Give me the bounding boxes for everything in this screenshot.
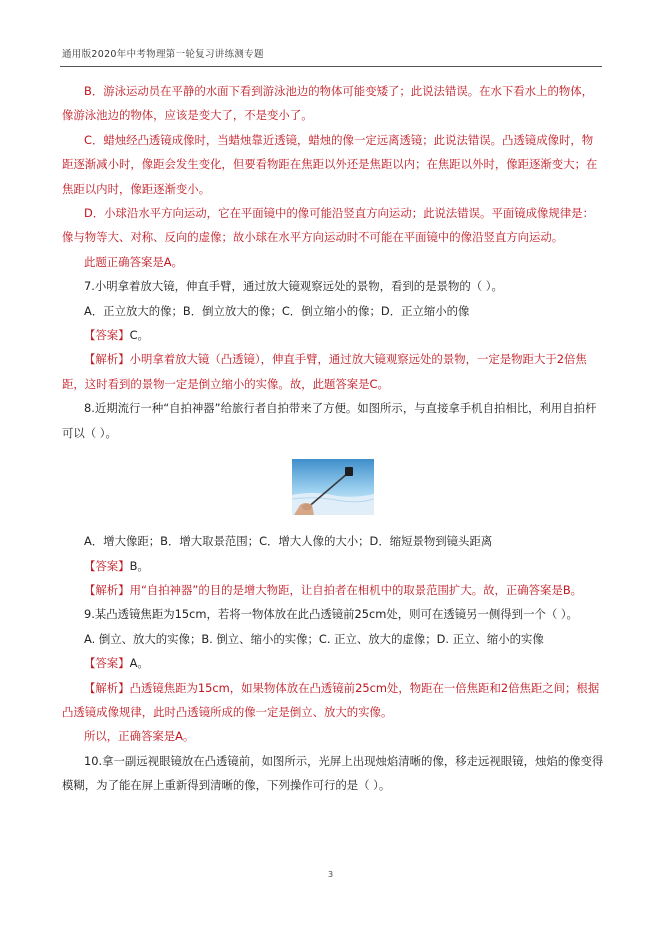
question-9: 9.某凸透镜焦距为15cm，若将一物体放在此凸透镜前25cm处，则可在透镜另一侧得到一个（ ）。 — [84, 607, 578, 622]
question-7: 7.小明拿着放大镜，伸直手臂，通过放大镜观察远处的景物，看到的是景物的（ ）。 — [84, 279, 503, 294]
analysis-text: 小明拿着放大镜（凸透镜），伸直手臂，通过放大镜观察远处的景物，一定是物距大于2倍焦距，这时看到的景物一定是倒立缩小的实像。故，此题答案是C。 — [62, 352, 587, 391]
page-body — [62, 79, 604, 798]
question-9-conclusion: 所以，正确答案是A。 — [84, 729, 195, 744]
selfie-stick-photo-icon — [292, 459, 374, 515]
question-7-analysis — [62, 347, 604, 396]
analysis-text: 凸透镜焦距为15cm，如果物体放在凸透镜前25cm处，物距在一倍焦距和2倍焦距之间；根据凸透镜成像规律，此时凸透镜所成的像一定是倒立、放大的实像。 — [62, 680, 600, 719]
question-10: 10.拿一副远视眼镜放在凸透镜前，如图所示，光屏上出现烛焰清晰的像，移走远视眼镜，烛焰的像变得模糊，为了能在屏上重新得到清晰的像，下列操作可行的是（ ）。 — [62, 753, 604, 793]
page-header: 通用版2020年中考物理第一轮复习讲练测专题 — [62, 49, 264, 60]
analysis-label: 【解析】 — [84, 582, 130, 597]
analysis-label: 【解析】 — [84, 352, 130, 367]
answer-value: B。 — [129, 558, 149, 573]
analysis-text: 用“自拍神器”的目的是增大物距，让自拍者在相机中的取景范围扩大。故，正确答案是B。 — [129, 582, 583, 597]
explanation-b: B．游泳运动员在平静的水面下看到游泳池边的物体可能变矮了；此说法错误。在水下看水上的物体，像游泳池边的物体，应该是变大了，不是变小了。 — [62, 84, 594, 123]
question-9-answer — [62, 651, 604, 675]
analysis-label: 【解析】 — [84, 680, 130, 695]
answer-value: A。 — [129, 656, 149, 671]
explanation-d: D．小球沿水平方向运动，它在平面镜中的像可能沿竖直方向运动；此说法错误。平面镜成像规律是：像与物等大、对称、反向的虚像；故小球在水平方向运动时不可能在平面镜中的像沿竖直方向运动。 — [62, 206, 594, 245]
page-number: 3 — [327, 870, 334, 879]
question-8-answer — [62, 554, 604, 578]
explanation-c: C．蜡烛经凸透镜成像时，当蜡烛靠近透镜，蜡烛的像一定远离透镜；此说法错误。凸透镜成像时，物距逐渐减小时，像距会发生变化，但要看物距在焦距以外还是焦距以内；在焦距以外时，像距逐渐变大；在焦距以内时，像距逐渐变小。 — [62, 132, 598, 196]
final-answer: 此题正确答案是A。 — [84, 254, 183, 269]
answer-label: 【答案】 — [84, 656, 130, 671]
question-7-options: A．正立放大的像；B．倒立放大的像；C．倒立缩小的像；D．正立缩小的像 — [84, 303, 470, 318]
answer-label: 【答案】 — [84, 558, 130, 573]
question-8: 8.近期流行一种“自拍神器”给旅行者自拍带来了方便。如图所示，与直接拿手机自拍相比，利用自拍杆可以（ ）。 — [62, 401, 597, 440]
question-7-answer — [62, 323, 604, 347]
header-rule — [60, 66, 602, 67]
question-8-options: A．增大像距；B．增大取景范围；C．增大人像的大小；D．缩短景物到镜头距离 — [84, 534, 493, 549]
answer-label: 【答案】 — [84, 328, 130, 343]
answer-value: C。 — [129, 328, 149, 343]
question-8-analysis — [62, 578, 604, 602]
question-9-options: A. 倒立、放大的实像；B. 倒立、缩小的实像；C. 正立、放大的虚像；D. 正立、缩小的实像 — [84, 631, 544, 646]
question-9-analysis — [62, 676, 604, 725]
